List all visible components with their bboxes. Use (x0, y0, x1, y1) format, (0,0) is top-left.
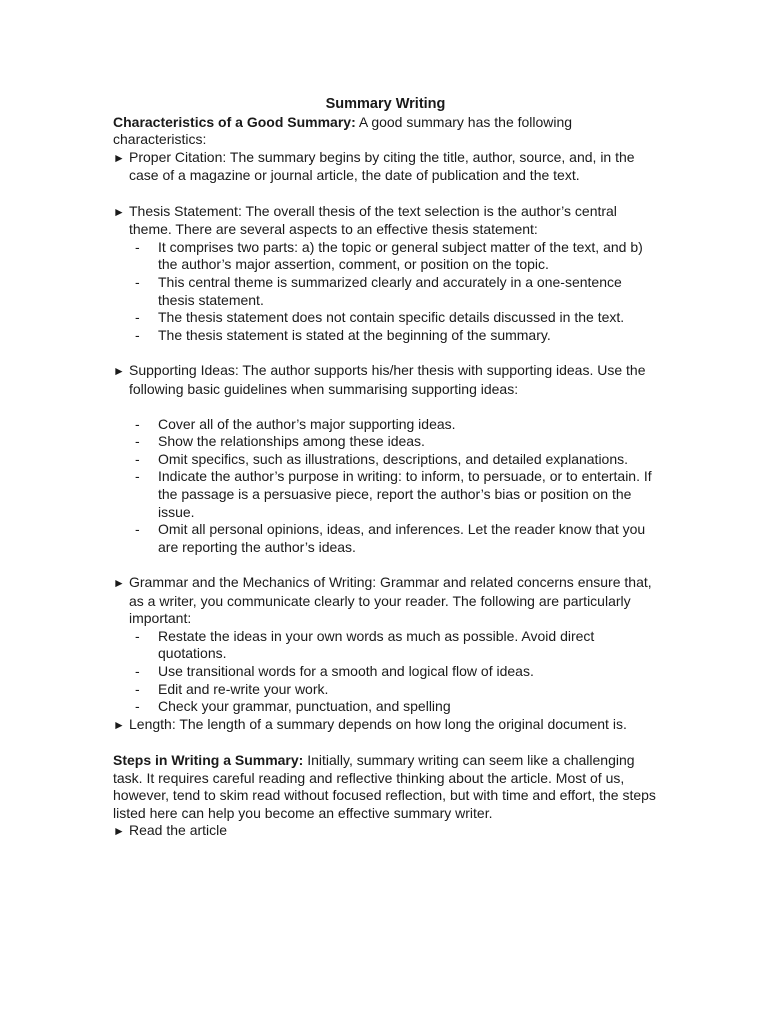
list-item-text: Cover all of the author’s major supporting ideas. (158, 415, 456, 432)
dash-marker: - (135, 627, 140, 644)
list-item (113, 416, 658, 434)
list-item-text: Omit specifics, such as illustrations, descriptions, and detailed explanations. (158, 450, 629, 467)
dash-marker: - (135, 698, 140, 715)
list-item-text: Use transitional words for a smooth and logical flow of ideas. (158, 663, 534, 679)
list-item-text: It comprises two parts: a) the topic or general subject matter of the text, and b) the author’s major assertion, comment, or position on the topic. (158, 238, 643, 273)
bullet-grammar (113, 574, 658, 628)
list-item (113, 309, 658, 327)
list-item-text: The thesis statement is stated at the beginning of the summary. (158, 326, 551, 343)
list-item (113, 521, 658, 556)
list-item (113, 274, 658, 309)
list-item-text: Omit all personal opinions, ideas, and inferences. Let the reader know that you are reporting the author’s ideas. (158, 521, 646, 555)
dash-marker: - (135, 309, 140, 326)
list-item-text: Restate the ideas in your own words as much as possible. Avoid direct quotations. (158, 627, 595, 662)
bullet-supporting-ideas (113, 362, 658, 398)
list-item-text: The thesis statement does not contain specific details discussed in the text. (158, 309, 625, 326)
bullet-proper-citation (113, 149, 658, 185)
list-item (113, 327, 658, 345)
dash-marker: - (135, 433, 140, 450)
page-title: Summary Writing (325, 96, 446, 112)
bullet-length (113, 716, 658, 735)
list-item (113, 681, 658, 699)
dash-marker: - (135, 680, 140, 697)
bullet-arrow-icon: ► (113, 204, 125, 219)
spacer (113, 556, 658, 574)
list-item (113, 698, 658, 716)
list-item-text: Check your grammar, punctuation, and spelling (158, 698, 451, 715)
bullet-read-article (113, 822, 658, 841)
list-item-text: Indicate the author’s purpose in writing: to inform, to persuade, or to entertain. If the passage is a persuasive piece, report the author’s bias or position on the issue. (158, 468, 652, 520)
grammar-text: Grammar and the Mechanics of Writing: Grammar and related concerns ensure that, as a writer, you communicate clearly to your reader. The following are particularly important: (129, 574, 652, 627)
bullet-arrow-icon: ► (113, 363, 125, 378)
spacer (113, 398, 658, 416)
list-item-text: Show the relationships among these ideas. (158, 433, 425, 450)
spacer (113, 185, 658, 203)
dash-marker: - (135, 415, 140, 432)
bullet-arrow-icon: ► (113, 717, 125, 732)
characteristics-intro: A good summary has the following characteristics: (113, 113, 573, 148)
characteristics-heading: Characteristics of a Good Summary: (113, 113, 356, 130)
list-item (113, 433, 658, 451)
read-article-text: Read the article (129, 822, 228, 839)
dash-marker: - (135, 326, 140, 343)
supporting-list (113, 416, 658, 557)
steps-paragraph (113, 752, 658, 822)
spacer (113, 344, 658, 362)
dash-marker: - (135, 238, 140, 255)
grammar-list (113, 628, 658, 716)
characteristics-paragraph (113, 114, 658, 149)
dash-marker: - (135, 521, 140, 538)
spacer (113, 734, 658, 752)
bullet-thesis-statement (113, 203, 658, 239)
list-item-text: Edit and re-write your work. (158, 680, 329, 697)
supporting-ideas-text: Supporting Ideas: The author supports his/her thesis with supporting ideas. Use the following basic guidelines when summarising supporting ideas: (129, 361, 646, 397)
length-text: Length: The length of a summary depends on how long the original document is. (129, 715, 627, 732)
list-item (113, 663, 658, 681)
steps-heading: Steps in Writing a Summary: (113, 751, 304, 768)
thesis-statement-text: Thesis Statement: The overall thesis of the text selection is the author’s central theme. There are several aspects to an effective thesis statement: (129, 202, 617, 238)
bullet-arrow-icon: ► (113, 824, 125, 839)
list-item (113, 239, 658, 274)
list-item (113, 451, 658, 469)
dash-marker: - (135, 468, 140, 485)
steps-intro: Initially, summary writing can seem like a challenging task. It requires careful reading and reflective thinking about the article. Most of us, however, tend to skim read without focused reflection, but with time and effort, the steps listed here can help you become an effective summary writer. (113, 751, 656, 821)
bullet-arrow-icon: ► (113, 576, 125, 591)
document-page (113, 96, 658, 841)
proper-citation-text: Proper Citation: The summary begins by citing the title, author, source, and, in the case of a magazine or journal article, the date of publication and the text. (129, 148, 635, 184)
list-item (113, 468, 658, 521)
bullet-arrow-icon: ► (113, 150, 125, 165)
dash-marker: - (135, 273, 140, 290)
list-item (113, 628, 658, 663)
list-item-text: This central theme is summarized clearly and accurately in a one-sentence thesis statement. (158, 273, 622, 308)
thesis-list (113, 239, 658, 345)
dash-marker: - (135, 450, 140, 467)
dash-marker: - (135, 663, 140, 679)
